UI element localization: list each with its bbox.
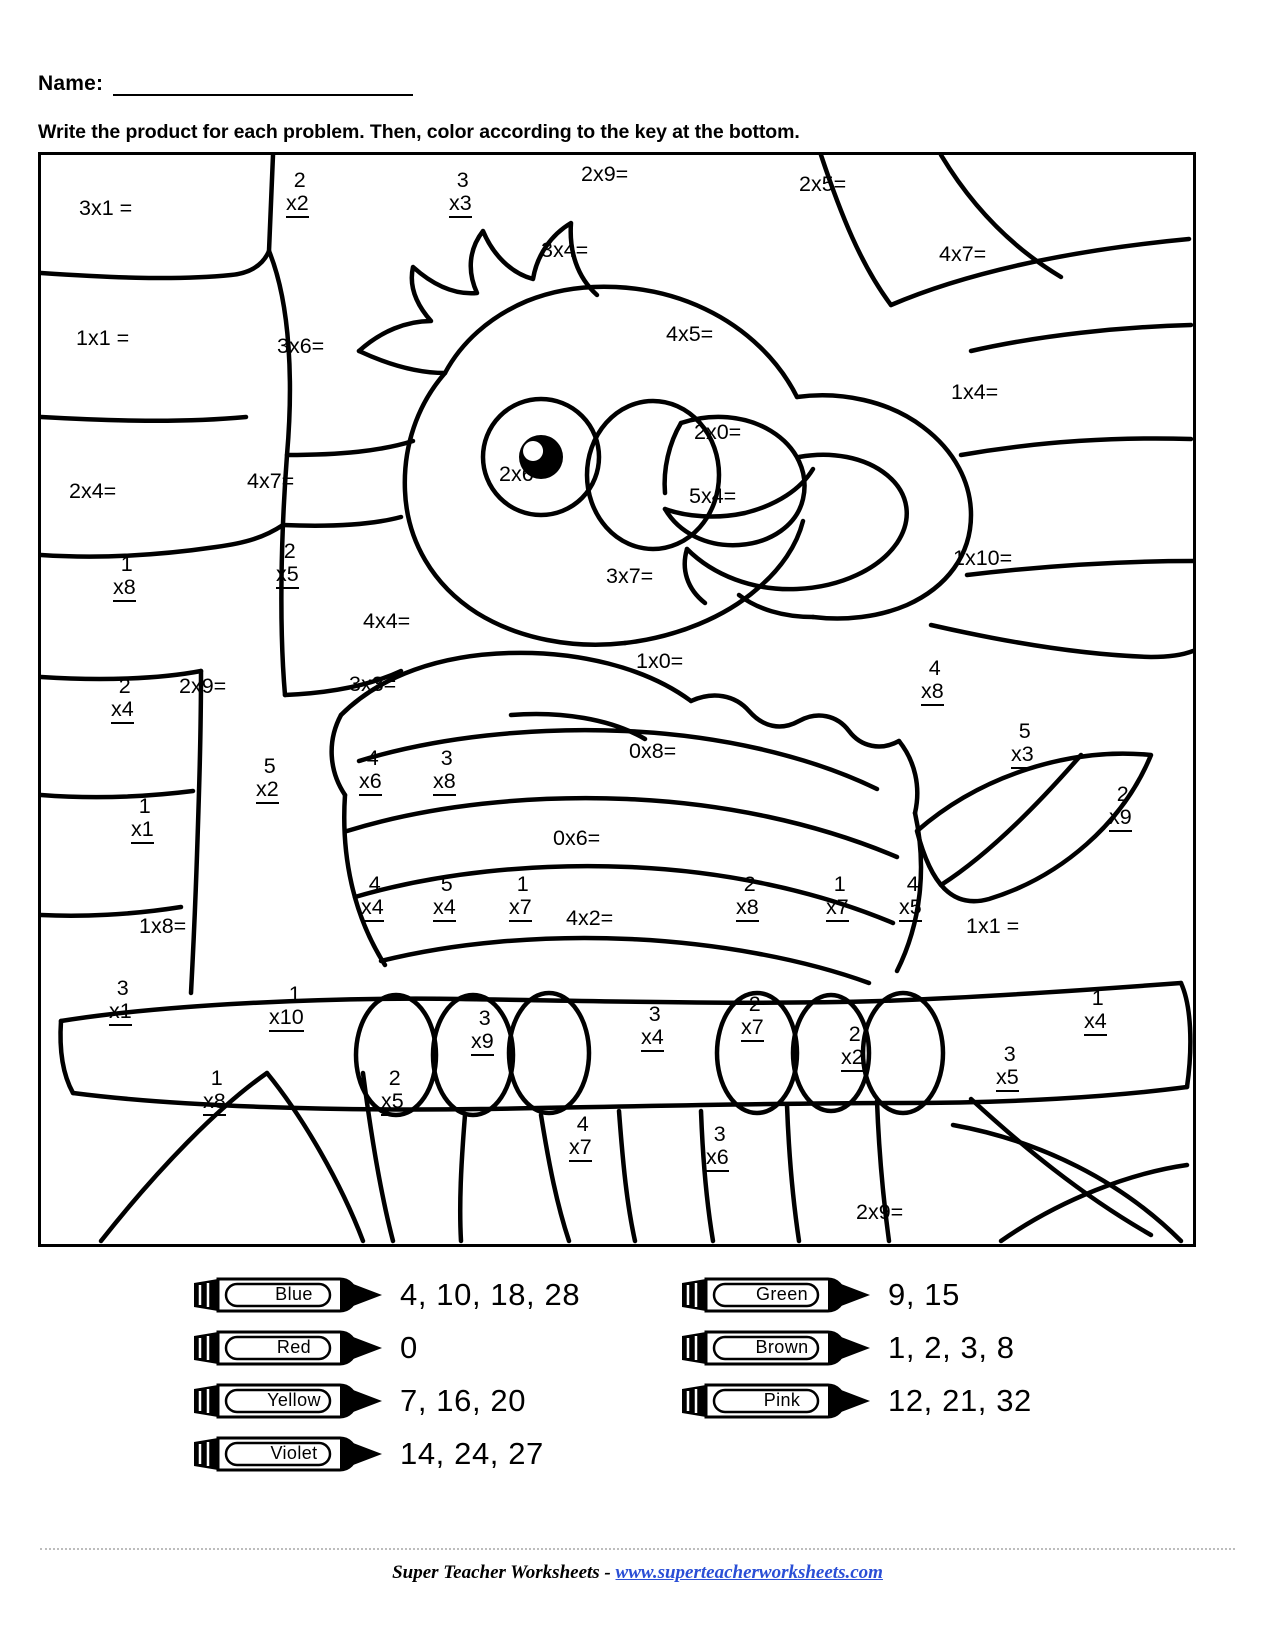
math-problem-multiplicand: 3 [713, 1122, 726, 1146]
math-problem-multiplicand: 3 [1003, 1042, 1016, 1066]
color-key-row [678, 1321, 1198, 1374]
crayon-label [190, 1277, 386, 1313]
name-field-row [38, 72, 413, 96]
name-input-blank[interactable] [113, 74, 413, 96]
math-problem-multiplicand: 2 [293, 168, 306, 192]
math-problem-multiplier: x4 [1084, 1010, 1107, 1036]
math-problem-multiplier: x8 [203, 1090, 226, 1116]
math-problem-multiplicand: 3 [478, 1006, 491, 1030]
math-problem[interactable] [736, 873, 759, 922]
math-problem[interactable]: 0x8= [629, 739, 677, 763]
math-problem[interactable] [359, 747, 382, 796]
color-key-row [190, 1374, 710, 1427]
math-problem-multiplicand: 1 [516, 872, 529, 896]
color-key-values: 14, 24, 27 [400, 1435, 544, 1471]
math-problem[interactable] [203, 1067, 226, 1116]
color-key-values: 7, 16, 20 [400, 1382, 527, 1418]
math-problem[interactable]: 1x1 = [76, 326, 130, 350]
math-problem[interactable]: 1x10= [953, 546, 1013, 570]
math-problem[interactable] [361, 873, 384, 922]
crayon-label [678, 1330, 874, 1366]
math-problem-multiplier: x8 [113, 576, 136, 602]
crayon-color-name: Green [755, 1284, 809, 1304]
math-problem-multiplicand: 1 [120, 552, 133, 576]
math-problem[interactable]: 4x2= [566, 906, 614, 930]
math-problem-multiplicand: 2 [1116, 782, 1129, 806]
math-problem[interactable] [433, 873, 456, 922]
math-problem-multiplier: x4 [361, 896, 384, 922]
math-problem[interactable] [471, 1007, 494, 1056]
crayon-color-name: Pink [763, 1390, 801, 1410]
math-problem-multiplier: x8 [921, 680, 944, 706]
footer-brand: Super Teacher Worksheets - [392, 1562, 616, 1583]
math-problem[interactable] [111, 675, 134, 724]
math-problem-multiplier: x1 [131, 818, 154, 844]
crayon-color-name: Red [276, 1337, 312, 1357]
math-problem-multiplicand: 1 [1091, 986, 1104, 1010]
color-key-row [190, 1268, 710, 1321]
math-problem-multiplier: x9 [1109, 806, 1132, 832]
math-problem[interactable] [109, 977, 132, 1026]
math-problem-multiplier: x2 [256, 778, 279, 804]
math-problem-multiplicand: 4 [576, 1112, 589, 1136]
math-problem-multiplier: x2 [286, 192, 309, 218]
math-problem-multiplier: x5 [996, 1066, 1019, 1092]
color-key-row [678, 1268, 1198, 1321]
math-problem[interactable]: 2x5= [799, 172, 847, 196]
footer-divider [40, 1548, 1235, 1550]
crayon-label [678, 1277, 874, 1313]
math-problem[interactable]: 3x6= [277, 334, 325, 358]
math-problem-multiplicand: 4 [928, 656, 941, 680]
math-problem-multiplier: x4 [641, 1026, 664, 1052]
math-problem-multiplier: x7 [826, 896, 849, 922]
math-problem[interactable] [921, 657, 944, 706]
crayon-label [190, 1383, 386, 1419]
math-problem[interactable] [509, 873, 532, 922]
math-problem-multiplier: x7 [509, 896, 532, 922]
crayon-color-name: Yellow [267, 1390, 321, 1410]
footer-url[interactable]: www.superteacherworksheets.com [615, 1562, 883, 1583]
math-problem-multiplicand: 1 [288, 982, 301, 1006]
math-problem-multiplicand: 2 [118, 674, 131, 698]
math-problem[interactable] [641, 1003, 664, 1052]
math-problem-multiplicand: 1 [833, 872, 846, 896]
math-problem-multiplier: x10 [269, 1006, 304, 1032]
math-problem[interactable]: 3x1 = [79, 196, 133, 220]
math-problem[interactable]: 4x4= [363, 609, 411, 633]
math-problem[interactable] [286, 169, 309, 218]
math-problem[interactable] [741, 993, 764, 1042]
math-problem[interactable] [113, 553, 136, 602]
math-problem[interactable] [449, 169, 472, 218]
math-problem-multiplier: x3 [449, 192, 472, 218]
footer [0, 1562, 1275, 1584]
math-problem[interactable] [276, 540, 299, 589]
math-problem-multiplier: x4 [111, 698, 134, 724]
math-problem-multiplicand: 3 [440, 746, 453, 770]
color-key-row [678, 1374, 1198, 1427]
math-problem[interactable]: 1x0= [636, 649, 684, 673]
math-problem[interactable] [1084, 987, 1107, 1036]
math-problem[interactable]: 5x4= [689, 484, 737, 508]
color-key-values: 12, 21, 32 [888, 1382, 1032, 1418]
crayon-color-name: Brown [755, 1337, 809, 1357]
math-problem[interactable] [899, 873, 922, 922]
math-problem[interactable]: 2x9= [581, 162, 629, 186]
math-problem[interactable] [381, 1067, 404, 1116]
math-problem[interactable] [256, 755, 279, 804]
crayon-label [190, 1436, 386, 1472]
math-problem-multiplier: x6 [706, 1146, 729, 1172]
math-problem[interactable]: 2x9= [856, 1200, 904, 1224]
math-problem[interactable] [706, 1123, 729, 1172]
math-problem-multiplier: x5 [276, 563, 299, 589]
math-problem[interactable]: 1x8= [139, 914, 187, 938]
color-by-number-picture [38, 152, 1196, 1247]
crayon-label [190, 1330, 386, 1366]
math-problem-multiplicand: 4 [906, 872, 919, 896]
color-key-row [190, 1427, 710, 1480]
math-problem-multiplier: x5 [899, 896, 922, 922]
name-label: Name: [38, 72, 104, 95]
math-problem-multiplier: x4 [433, 896, 456, 922]
math-problem[interactable] [1109, 783, 1132, 832]
math-problem-multiplier: x8 [736, 896, 759, 922]
math-problem[interactable] [1011, 720, 1034, 769]
instructions-text: Write the product for each problem. Then, color according to the key at the bottom. [38, 121, 800, 143]
math-problem-multiplicand: 2 [283, 539, 296, 563]
math-problem[interactable] [841, 1023, 864, 1072]
math-problem-multiplicand: 2 [388, 1066, 401, 1090]
math-problem-multiplier: x7 [569, 1136, 592, 1162]
math-problem[interactable] [826, 873, 849, 922]
math-problem[interactable]: 3x3= [349, 672, 397, 696]
crayon-color-name: Violet [270, 1443, 318, 1463]
math-problem[interactable]: 4x7= [247, 469, 295, 493]
math-problem[interactable]: 0x6= [553, 826, 601, 850]
math-problem[interactable]: 2x6= [499, 462, 547, 486]
color-key-row [190, 1321, 710, 1374]
math-problem[interactable]: 2x0= [694, 420, 742, 444]
color-key-values: 4, 10, 18, 28 [400, 1276, 581, 1312]
math-problem[interactable] [433, 747, 456, 796]
math-problem-multiplier: x5 [381, 1090, 404, 1116]
math-problem-multiplicand: 5 [440, 872, 453, 896]
color-key-left-column [190, 1268, 710, 1480]
math-problem-multiplicand: 1 [138, 794, 151, 818]
math-problem[interactable] [269, 983, 304, 1032]
math-problem-multiplicand: 2 [743, 872, 756, 896]
math-problem[interactable]: 2x9= [179, 674, 227, 698]
math-problem[interactable]: 3x4= [541, 238, 589, 262]
math-problem-multiplicand: 3 [456, 168, 469, 192]
math-problem-multiplicand: 3 [116, 976, 129, 1000]
math-problem-multiplier: x3 [1011, 743, 1034, 769]
color-key [38, 1268, 1196, 1488]
crayon-label [678, 1383, 874, 1419]
math-problem[interactable]: 2x4= [69, 479, 117, 503]
math-problem-multiplier: x2 [841, 1046, 864, 1072]
color-key-right-column [678, 1268, 1198, 1427]
math-problem[interactable]: 4x5= [666, 322, 714, 346]
math-problem-multiplicand: 5 [263, 754, 276, 778]
math-problem-multiplicand: 4 [368, 872, 381, 896]
math-problem[interactable]: 4x7= [939, 242, 987, 266]
math-problem-multiplicand: 2 [748, 992, 761, 1016]
math-problem-multiplicand: 4 [366, 746, 379, 770]
math-problem-multiplicand: 2 [848, 1022, 861, 1046]
math-problem[interactable]: 1x4= [951, 380, 999, 404]
math-problem-multiplier: x9 [471, 1030, 494, 1056]
math-problem-multiplicand: 1 [210, 1066, 223, 1090]
color-key-values: 9, 15 [888, 1276, 960, 1312]
math-problem-multiplier: x1 [109, 1000, 132, 1026]
math-problem[interactable]: 3x7= [606, 564, 654, 588]
math-problem[interactable]: 1x1 = [966, 914, 1020, 938]
math-problem-multiplicand: 5 [1018, 719, 1031, 743]
math-problem[interactable] [569, 1113, 592, 1162]
crayon-color-name: Blue [275, 1284, 313, 1304]
math-problem-multiplicand: 3 [648, 1002, 661, 1026]
math-problem-multiplier: x7 [741, 1016, 764, 1042]
math-problem[interactable] [996, 1043, 1019, 1092]
color-key-values: 1, 2, 3, 8 [888, 1329, 1015, 1365]
math-problem-multiplier: x8 [433, 770, 456, 796]
math-problem-multiplier: x6 [359, 770, 382, 796]
math-problem[interactable] [131, 795, 154, 844]
color-key-values: 0 [400, 1329, 418, 1365]
